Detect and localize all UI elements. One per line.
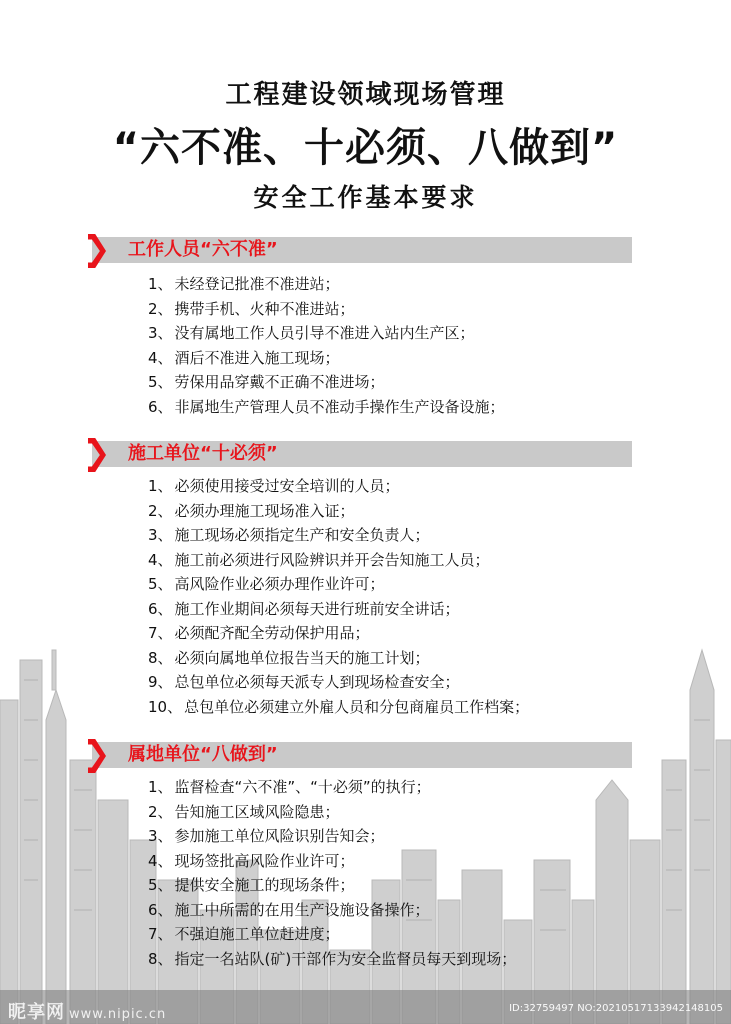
list-item (0, 670, 731, 695)
item-number: 2、 (148, 299, 173, 318)
item-text: 必须使用接受过安全培训的人员； (174, 477, 400, 495)
section-title: 属地单位“八做到” (128, 744, 278, 765)
list-item (0, 474, 731, 499)
item-number: 2、 (148, 802, 173, 821)
section-eight-dos (0, 741, 731, 971)
item-number: 6、 (148, 397, 173, 416)
item-number: 4、 (148, 851, 173, 870)
list-item (0, 370, 731, 395)
poster-title-line1: 工程建设领域现场管理 (225, 80, 506, 110)
list-item (0, 597, 731, 622)
list-item (0, 873, 731, 898)
item-number: 3、 (148, 324, 173, 342)
section-title: 工作人员“六不准” (128, 239, 278, 260)
item-text: 必须办理施工现场准入证； (174, 501, 355, 520)
item-number: 2、 (148, 501, 173, 520)
item-number: 5、 (148, 373, 173, 391)
section-banner (0, 440, 731, 474)
section-banner (0, 741, 731, 775)
list-item (0, 572, 731, 597)
section-banner (0, 236, 731, 272)
list-item (0, 395, 731, 420)
list-item (0, 272, 731, 297)
list-item (0, 695, 731, 720)
item-text: 劳保用品穿戴不正确不准进场； (174, 373, 385, 391)
poster-title-line3: 安全工作基本要求 (253, 183, 478, 212)
list-item (0, 297, 731, 322)
section-six-prohibitions (0, 236, 731, 419)
item-number: 5、 (148, 876, 173, 894)
item-number: 5、 (148, 575, 173, 593)
list-item (0, 523, 731, 548)
item-number: 7、 (148, 624, 173, 642)
item-list (0, 272, 731, 419)
item-number: 9、 (148, 673, 173, 691)
item-text: 必须配齐配全劳动保护用品； (174, 624, 370, 642)
item-number: 1、 (148, 477, 173, 495)
item-list (0, 775, 731, 971)
watermark-logo-text: 昵享网 (8, 1002, 65, 1023)
list-item (0, 922, 731, 947)
item-text: 不强迫施工单位赶进度； (174, 925, 340, 943)
item-text: 非属地生产管理人员不准动手操作生产设备设施； (174, 397, 505, 416)
list-item (0, 775, 731, 800)
list-item (0, 824, 731, 849)
item-number: 4、 (148, 348, 173, 367)
item-text: 携带手机、火种不准进站； (174, 299, 355, 318)
list-item (0, 800, 731, 825)
item-number: 4、 (148, 550, 173, 569)
item-number: 8、 (148, 949, 173, 968)
section-ten-musts (0, 440, 731, 719)
item-number: 7、 (148, 925, 173, 943)
list-item (0, 346, 731, 371)
item-text: 高风险作业必须办理作业许可； (174, 575, 385, 593)
item-text: 必须向属地单位报告当天的施工计划； (174, 648, 430, 667)
item-number: 8、 (148, 648, 173, 667)
list-item (0, 849, 731, 874)
item-text: 指定一名站队(矿)干部作为安全监督员每天到现场； (174, 949, 517, 968)
item-text: 总包单位必须建立外雇人员和分包商雇员工作档案； (184, 697, 530, 716)
item-text: 现场签批高风险作业许可； (174, 851, 355, 870)
item-number: 10、 (148, 697, 183, 716)
item-number: 6、 (148, 900, 173, 919)
list-item (0, 621, 731, 646)
item-text: 监督检查“六不准”、“十必须”的执行； (174, 778, 431, 796)
poster-title-line2: “六不准、十必须、八做到” (112, 125, 619, 171)
item-text: 施工前必须进行风险辨识并开会告知施工人员； (174, 550, 490, 569)
item-list (0, 474, 731, 719)
item-text: 未经登记批准不准进站； (174, 275, 340, 293)
item-text: 酒后不准进入施工现场； (174, 348, 340, 367)
item-number: 3、 (148, 827, 173, 845)
item-number: 1、 (148, 778, 173, 796)
list-item (0, 898, 731, 923)
item-number: 1、 (148, 275, 173, 293)
item-number: 6、 (148, 599, 173, 618)
item-text: 施工现场必须指定生产和安全负责人； (174, 526, 430, 544)
watermark-url: www.nipic.cn (69, 1007, 167, 1022)
item-text: 告知施工区域风险隐患； (174, 802, 340, 821)
item-text: 参加施工单位风险识别告知会； (174, 827, 385, 845)
list-item (0, 321, 731, 346)
item-text: 施工作业期间必须每天进行班前安全讲话； (174, 599, 460, 618)
item-text: 施工中所需的在用生产设施设备操作； (174, 900, 430, 919)
item-text: 提供安全施工的现场条件； (174, 876, 355, 894)
watermark-logo (8, 998, 166, 1024)
list-item (0, 646, 731, 671)
list-item (0, 548, 731, 573)
list-item (0, 499, 731, 524)
section-title: 施工单位“十必须” (128, 443, 278, 464)
item-text: 没有属地工作人员引导不准进入站内生产区； (174, 324, 475, 342)
list-item (0, 947, 731, 972)
item-number: 3、 (148, 526, 173, 544)
watermark-id: ID:32759497 NO:20210517133942148105 (509, 1003, 723, 1014)
item-text: 总包单位必须每天派专人到现场检查安全； (174, 673, 460, 691)
